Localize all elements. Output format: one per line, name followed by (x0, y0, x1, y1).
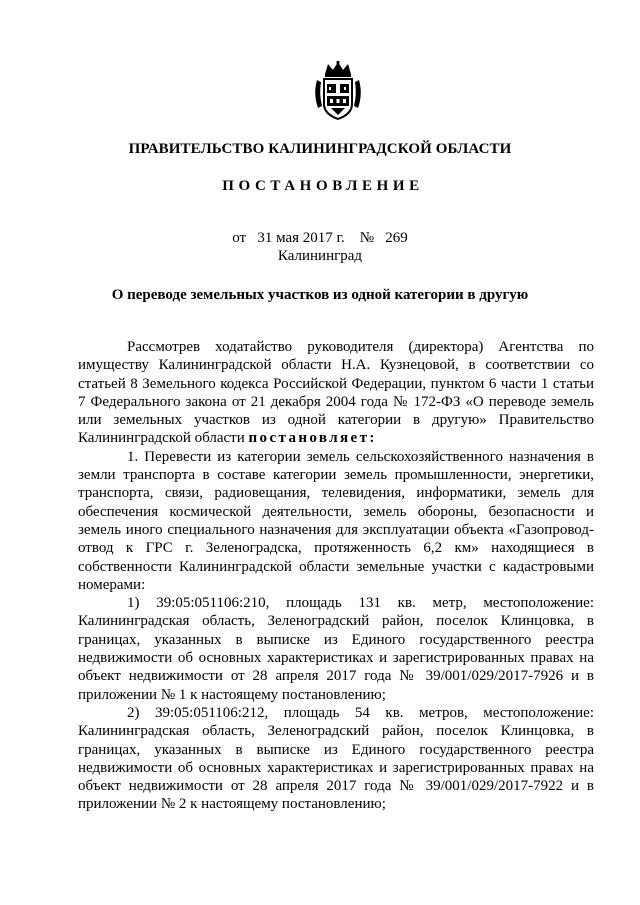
document-body (78, 338, 594, 814)
subitem-2-paragraph: 2) 39:05:051106:212, площадь 54 кв. метров, местоположение: Калининградская область, Зеленоградский район, поселок Клинцовка, в границах, указанных в выписке из Единого государственного реестра недвижимости об основных характеристиках и зарегистрированных правах на объект недвижимости от 28 апреля 2017 года № 39/001/029/2017-7922 и в приложении № 2 к настоящему постановлению; (78, 704, 594, 813)
item-1-paragraph: 1. Перевести из категории земель сельскохозяйственного назначения в земли транспорта в составе категории земель промышленности, энергетики, транспорта, связи, радиовещания, телевидения, информатики, земель для обеспечения космической деятельности, земель обороны, безопасности и земель иного специального назначения для эксплуатации объекта «Газопровод-отвод к ГРС г. Зеленоградска, протяженность 6,2 км» находящиеся в собственности Калининградской области земельные участки с кадастровыми номерами: (78, 448, 594, 593)
document-number: 269 (385, 230, 408, 246)
document-type: ПОСТАНОВЛЕНИЕ (222, 178, 424, 194)
preamble-paragraph (78, 338, 594, 448)
document-date: 31 мая 2017 г. (257, 230, 345, 246)
organization-title: ПРАВИТЕЛЬСТВО КАЛИНИНГРАДСКОЙ ОБЛАСТИ (128, 141, 512, 157)
coat-of-arms-emblem (313, 60, 363, 122)
date-prefix: от (232, 230, 247, 246)
subitem-1-paragraph: 1) 39:05:051106:210, площадь 131 кв. метр, местоположение: Калининградская область, Зеленоградский район, поселок Клинцовка, в границах, указанных в выписке из Единого государственного реестра недвижимости об основных характеристиках и зарегистрированных правах на объект недвижимости от 28 апреля 2017 года № 39/001/029/2017-7926 и в приложении № 1 к настоящему постановлению; (78, 595, 594, 703)
date-number-line (0, 230, 640, 247)
preamble-text: Рассмотрев ходатайство руководителя (директора) Агентства по имуществу Калининградской области Н.А. Кузнецовой, в соответствии со статьей 8 Земельного кодекса Российской Федерации, пунктом 6 части 1 статьи 7 Федерального закона от 21 декабря 2004 года № 172-ФЗ «О переводе земель или земельных участков из одной категории в другую» Правительство Калининградской области (78, 339, 594, 447)
city: Калининград (277, 248, 363, 264)
document-subject: О переводе земельных участков из одной категории в другую (111, 287, 529, 303)
decree-word: постановляет: (248, 430, 377, 447)
number-sign: № (359, 230, 375, 246)
